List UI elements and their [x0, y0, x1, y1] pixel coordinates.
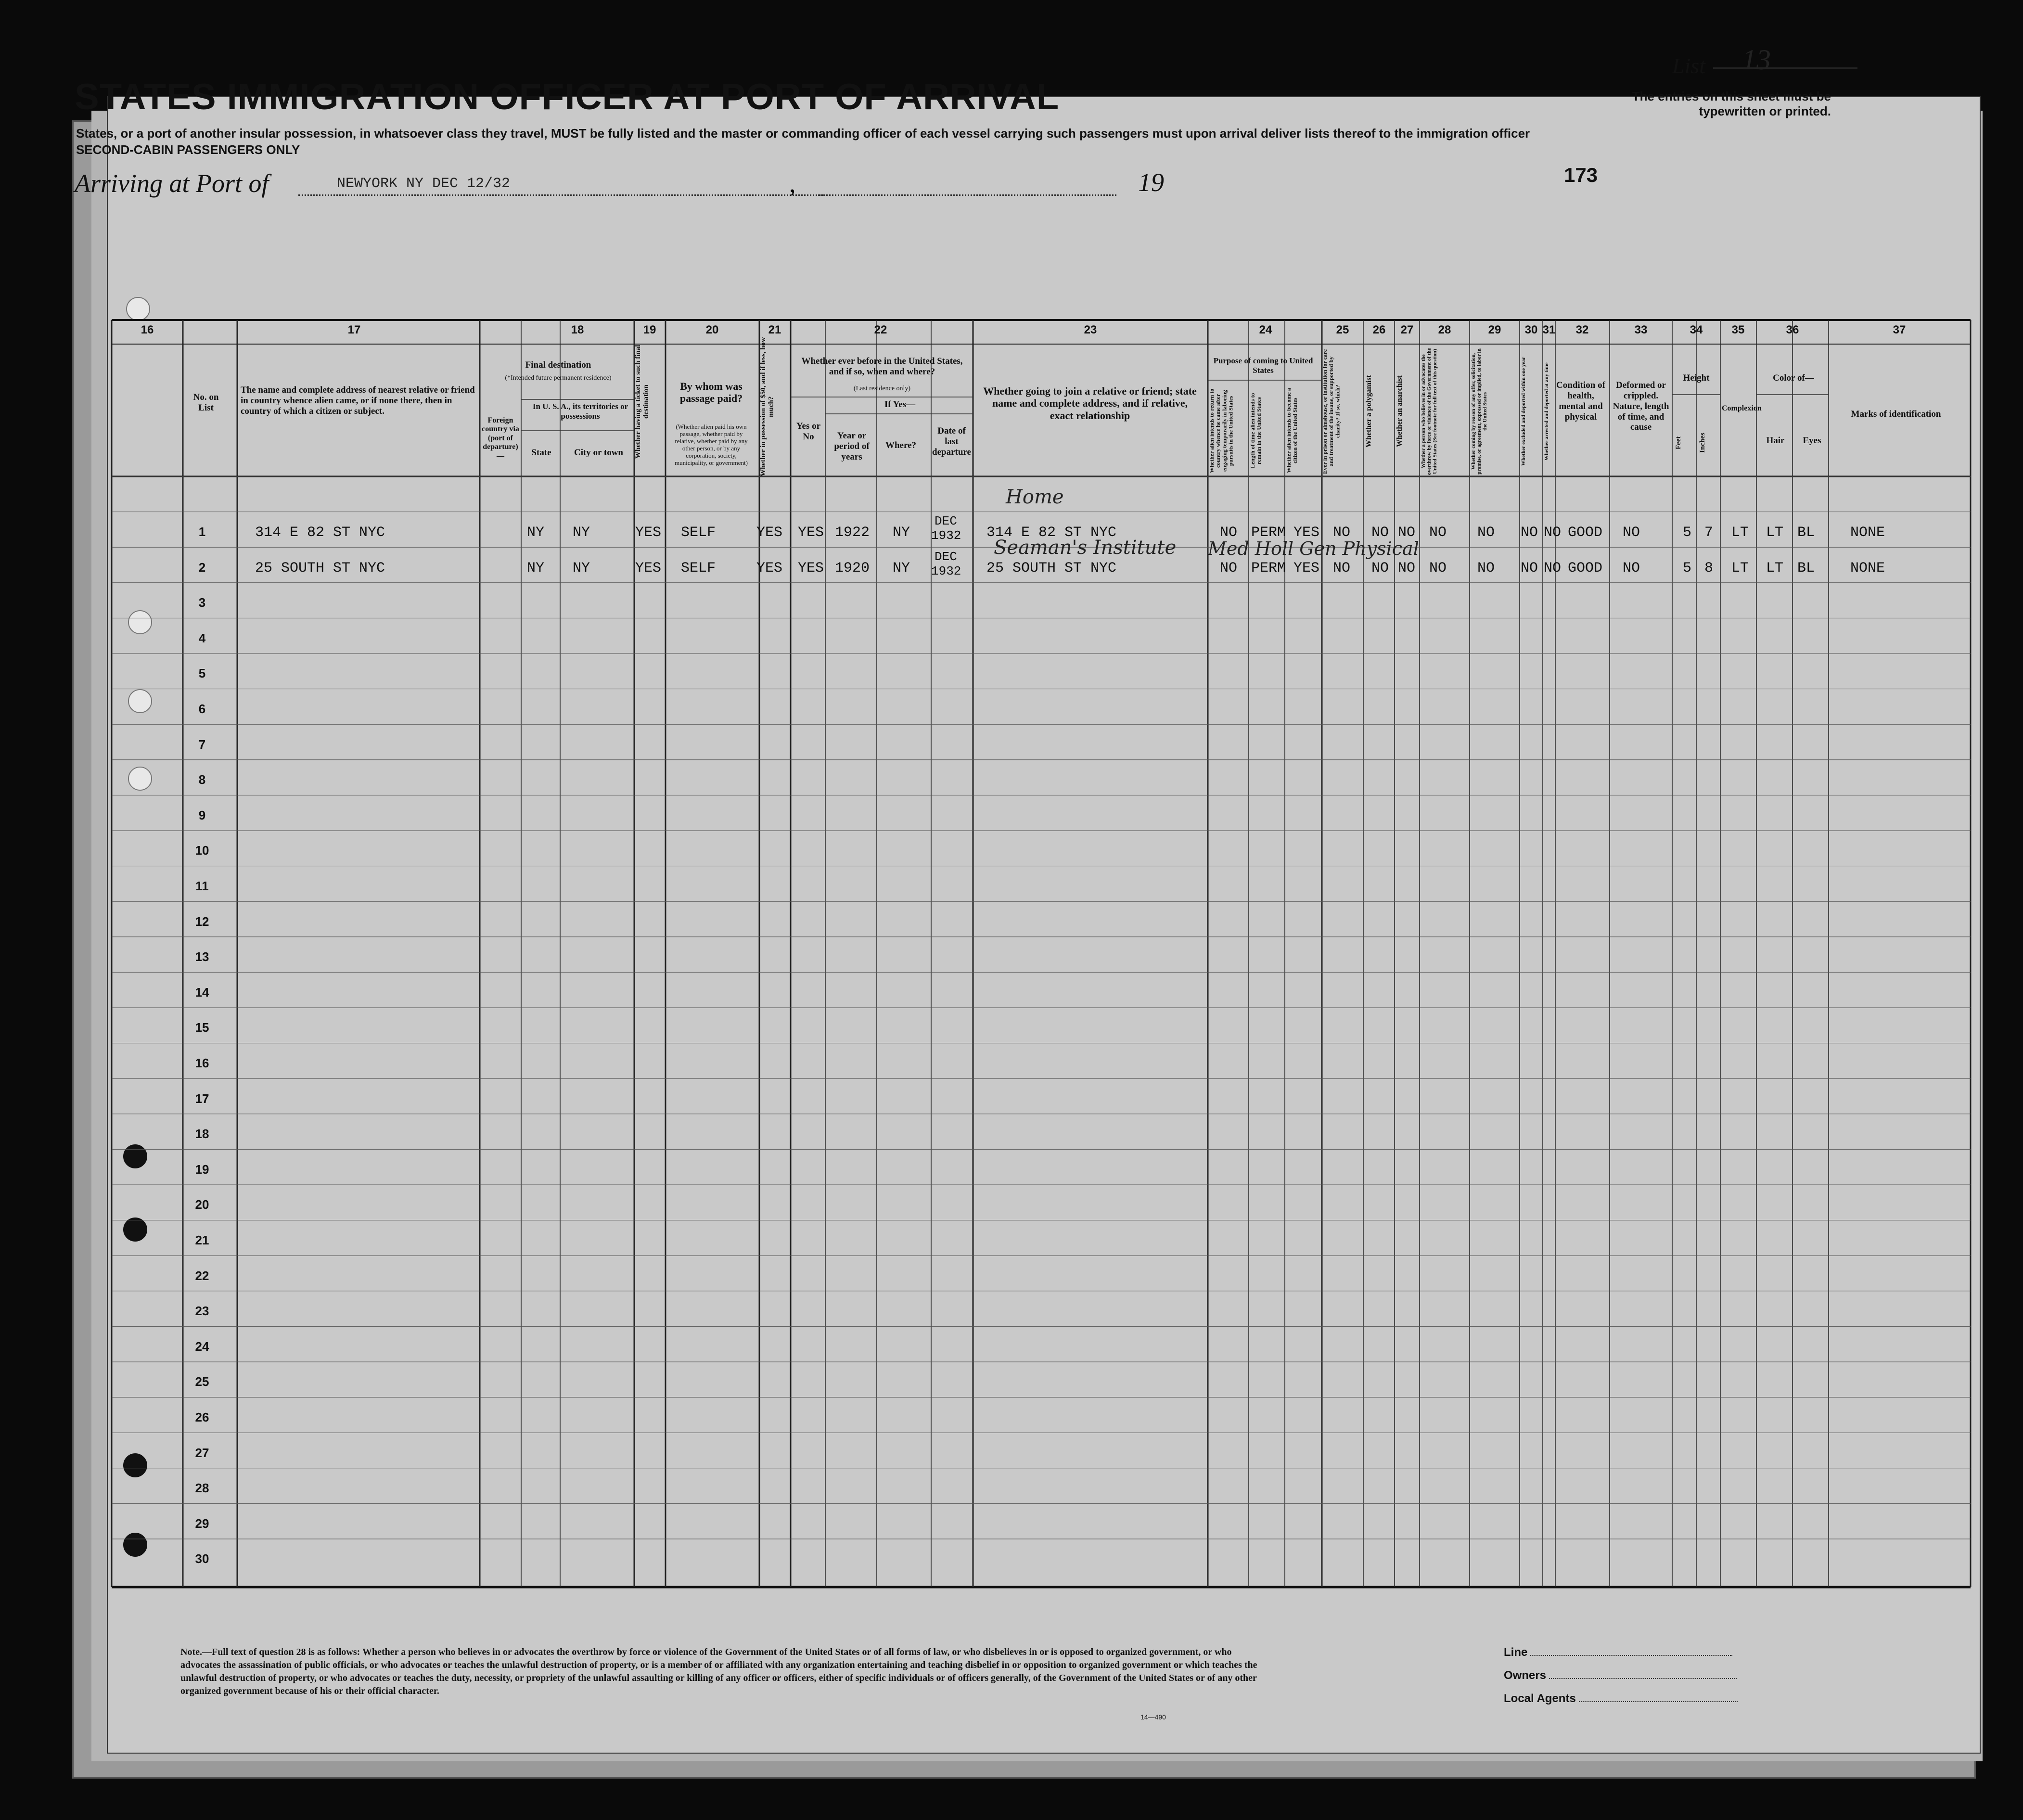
column-number: 19: [643, 323, 656, 336]
row-number: 14: [195, 985, 209, 1000]
row-number: 29: [195, 1516, 209, 1531]
footnote-question-28: Note.—Full text of question 28 is as follows: Whether a person who believes in or advocates the overthrow by force or violence of the Government of the United States or of all forms of law, or who disbelieves in or is opposed to organized government, or who advocates the assassination of public officials, or who advocates or teaches the unlawful destruction of property, or is a member of or affiliated with any organization entertaining and teaching disbelief in or opposition to organized government or which teaches the unlawful destruction of property, or who advocates or teaches the duty, necessity, or propriety of the unlawful assaulting or killing of any officer or officers, either of specific individuals or of officers generally, of the Government of the United States or of any other organized government because of his or their official character.: [180, 1647, 1257, 1696]
header-yes-no: Yes or No: [796, 421, 821, 442]
header-inches: Inches: [1699, 433, 1706, 453]
header-date-departure: Date of last departure: [932, 426, 971, 457]
cell-joining: 25 SOUTH ST NYC: [986, 560, 1117, 577]
handwritten-seamans-institute: Seaman's Institute: [994, 537, 1177, 559]
header-state: State: [531, 448, 551, 458]
row-number: 8: [198, 772, 206, 787]
row-number: 5: [198, 666, 206, 681]
column-number: 23: [1084, 323, 1097, 336]
cell-joining: 314 E 82 ST NYC: [986, 525, 1117, 541]
column-number: 34: [1690, 323, 1703, 336]
cell-where: NY: [893, 560, 910, 577]
cell-deformed: NO: [1623, 560, 1640, 577]
cell-inches: 7: [1704, 525, 1714, 541]
cell-length: PERM: [1251, 525, 1286, 541]
header-if-yes: If Yes—: [884, 399, 916, 410]
list-value: 13: [1713, 43, 1857, 69]
row-number: 16: [195, 1056, 209, 1070]
header-eyes: Eyes: [1803, 436, 1821, 446]
header-overthrow: Whether a person who believes in or advocates the overthrow by force or violence of the Government of the United States (See footnote for full text of this question): [1421, 348, 1438, 475]
cell-offer: NO: [1477, 525, 1495, 541]
comma: ,: [789, 169, 796, 198]
column-number: 33: [1634, 323, 1648, 336]
cell-prison: NO: [1333, 560, 1351, 577]
row-number: 9: [198, 807, 206, 822]
cell-city: NY: [573, 560, 590, 577]
cell-anarchist: NO: [1398, 560, 1416, 577]
row-number: 11: [195, 879, 209, 893]
header-color: Color of—: [1773, 373, 1814, 383]
footer-line-label: Line: [1504, 1646, 1528, 1659]
subtitle: States, or a port of another insular possession, in whatsoever class they travel, MUST be fully listed and the master or commanding officer of each vessel carrying such passengers must upon arrival deliver lists thereof to the immigration officer: [76, 126, 1530, 141]
column-number: 32: [1575, 323, 1589, 336]
cell-prison: NO: [1333, 525, 1351, 541]
row-number: 6: [198, 702, 206, 716]
typewritten-instruction: The entries on this sheet must be typewritten or printed.: [1632, 89, 1831, 118]
cell-marks: NONE: [1850, 525, 1885, 541]
arriving-port-value: NEWYORK NY DEC 12/32: [298, 173, 823, 196]
cell-deformed: NO: [1623, 525, 1640, 541]
header-relative-address: The name and complete address of nearest relative or friend in country whence alien came, or if none there, then in country of which a citizen or subject.: [241, 385, 475, 416]
footer-agents-field: [1504, 1692, 1738, 1705]
header-excluded: Whether excluded and deported within one year: [1521, 357, 1526, 466]
header-prison: Ever in prison or almshouse, or institution for care and treatment of the insane, or supported by charity? If so, which?: [1321, 349, 1341, 474]
year-prefix: 19: [1138, 168, 1164, 197]
cell-citizen: YES: [1293, 560, 1320, 577]
header-joining: Whether going to join a relative or friend; state name and complete address, and if relative, exact relationship: [983, 385, 1197, 422]
header-hair: Hair: [1766, 436, 1785, 446]
row-number: 19: [195, 1162, 209, 1177]
header-been-before: Whether ever before in the United States, and if so, when and where?: [801, 356, 963, 377]
list-label: List: [1672, 53, 1706, 78]
cell-return: NO: [1220, 525, 1238, 541]
cell-polygamist: NO: [1371, 525, 1389, 541]
header-purpose: Purpose of coming to United States: [1213, 356, 1313, 375]
header-year: Year or period of years: [834, 431, 870, 462]
cell-polygamist: NO: [1371, 560, 1389, 577]
row-number: 28: [195, 1481, 209, 1496]
row-number: 13: [195, 949, 209, 964]
cell-money: YES: [756, 560, 783, 577]
cell-overthrow: NO: [1429, 560, 1447, 577]
column-number: 26: [1372, 323, 1386, 336]
cell-state: NY: [527, 560, 545, 577]
header-passage-paid: By whom was passage paid?: [679, 380, 743, 405]
cell-year: 1920: [835, 560, 870, 577]
row-number: 1: [198, 525, 206, 539]
cell-departure-year: 1932: [931, 564, 961, 578]
header-height: Height: [1683, 373, 1710, 383]
cell-ticket: YES: [635, 560, 662, 577]
row-number: 26: [195, 1410, 209, 1424]
page-number: 173: [1564, 164, 1598, 186]
cell-paid-by: SELF: [681, 560, 716, 577]
header-feet: Feet: [1675, 436, 1682, 449]
column-number: 31: [1542, 323, 1556, 336]
header-purpose-citizen: Whether alien intends to become a citizen of the United States: [1285, 388, 1299, 474]
cell-anarchist: NO: [1398, 525, 1416, 541]
arriving-label: Arriving at Port of: [75, 169, 269, 198]
cell-departure-year: 1932: [931, 528, 961, 543]
cell-arrested: NO: [1544, 560, 1562, 577]
header-money: Whether in possession of $50, and if less, how much?: [759, 337, 775, 476]
footer-agents-label: Local Agents: [1504, 1692, 1576, 1705]
row-number: 30: [195, 1551, 209, 1566]
row-number: 25: [195, 1374, 209, 1389]
header-ticket: Whether having a ticket to such final destination: [634, 345, 650, 459]
header-foreign-country: Foreign country via (port of departure)—: [482, 416, 519, 460]
cell-health: GOOD: [1568, 525, 1603, 541]
header-marks: Marks of identification: [1851, 409, 1941, 419]
row-number: 12: [195, 914, 209, 929]
cell-state: NY: [527, 525, 545, 541]
handwritten-medical: Med Holl Gen Physical: [1208, 538, 1419, 559]
cell-hair: LT: [1766, 560, 1784, 577]
cell-been-before: YES: [798, 560, 824, 577]
header-city: City or town: [574, 448, 624, 458]
row-number: 15: [195, 1020, 209, 1035]
column-number: 35: [1731, 323, 1745, 336]
header-polygamist: Whether a polygamist: [1365, 375, 1373, 448]
header-passage-paid-note: (Whether alien paid his own passage, whether paid by relative, whether paid by any other person, or by any corporation, society, municipality, or government): [675, 423, 748, 466]
column-number: 21: [768, 323, 781, 336]
cell-excluded: NO: [1521, 525, 1538, 541]
cell-feet: 5: [1683, 560, 1692, 577]
cell-eyes: BL: [1797, 525, 1815, 541]
cell-departure-month: DEC: [935, 514, 957, 528]
row-number: 21: [195, 1233, 209, 1247]
cell-complexion: LT: [1731, 560, 1749, 577]
cell-city: NY: [573, 525, 590, 541]
header-offer: Whether coming by reason of any offer, solicitation, promise, or agreement, expressed or implied, to labor in the United States: [1471, 348, 1488, 474]
cell-relative-address: 25 SOUTH ST NYC: [255, 560, 385, 577]
column-number: 16: [141, 323, 154, 336]
cell-excluded: NO: [1521, 560, 1538, 577]
header-purpose-return: Whether alien intends to return to country whence he came after engaging temporarily in laboring pursuits in the United States: [1208, 388, 1234, 473]
form-code: 14—490: [1140, 1713, 1166, 1721]
cell-been-before: YES: [798, 525, 824, 541]
column-number: 29: [1488, 323, 1501, 336]
header-no-on-list: No. on List: [193, 392, 219, 413]
row-number: 3: [198, 595, 206, 610]
handwritten-home: Home: [1006, 486, 1064, 508]
cell-length: PERM: [1251, 560, 1286, 577]
column-number: 27: [1400, 323, 1414, 336]
column-number: 25: [1336, 323, 1349, 336]
cell-marks: NONE: [1850, 560, 1885, 577]
header-deformed: Deformed or crippled. Nature, length of time, and cause: [1613, 380, 1669, 433]
cell-inches: 8: [1704, 560, 1714, 577]
cell-health: GOOD: [1568, 560, 1603, 577]
cell-arrested: NO: [1544, 525, 1562, 541]
cell-relative-address: 314 E 82 ST NYC: [255, 525, 385, 541]
header-complexion: Complexion: [1722, 404, 1762, 412]
cell-complexion: LT: [1731, 525, 1749, 541]
cell-offer: NO: [1477, 560, 1495, 577]
header-arrested: Whether arrested and deported at any time: [1544, 362, 1549, 461]
header-where: Where?: [885, 440, 917, 450]
row-number: 7: [198, 737, 206, 752]
column-number: 24: [1259, 323, 1272, 336]
column-number: 36: [1786, 323, 1799, 336]
row-number: 10: [195, 843, 209, 858]
row-number: 23: [195, 1304, 209, 1319]
row-number: 27: [195, 1445, 209, 1460]
cell-hair: LT: [1766, 525, 1784, 541]
header-health: Condition of health, mental and physical: [1556, 380, 1605, 422]
column-number: 17: [347, 323, 361, 336]
footer-line-field: [1504, 1646, 1732, 1659]
cell-year: 1922: [835, 525, 870, 541]
cell-feet: 5: [1683, 525, 1692, 541]
cell-eyes: BL: [1797, 560, 1815, 577]
row-number: 4: [198, 630, 206, 645]
cell-return: NO: [1220, 560, 1238, 577]
header-purpose-length: Length of time alien intends to remain in the United States: [1249, 393, 1263, 469]
column-number: 28: [1438, 323, 1451, 336]
cell-money: YES: [756, 525, 783, 541]
column-number: 37: [1893, 323, 1906, 336]
column-number: 20: [705, 323, 719, 336]
column-number: 30: [1524, 323, 1538, 336]
cell-where: NY: [893, 525, 910, 541]
cell-overthrow: NO: [1429, 525, 1447, 541]
row-number: 20: [195, 1197, 209, 1212]
header-been-before-note: (Last residence only): [853, 385, 911, 392]
passenger-class: SECOND-CABIN PASSENGERS ONLY: [76, 142, 300, 157]
header-usa: In U. S. A., its territories or possessions: [532, 402, 628, 421]
cell-paid-by: SELF: [681, 525, 716, 541]
row-number: 17: [195, 1091, 209, 1106]
footer-owners-field: [1504, 1669, 1737, 1682]
row-number: 22: [195, 1268, 209, 1283]
header-anarchist: Whether an anarchist: [1396, 375, 1404, 448]
row-number: 18: [195, 1127, 209, 1141]
cell-ticket: YES: [635, 525, 662, 541]
cell-departure-month: DEC: [935, 549, 957, 564]
header-final-destination-note: (*Intended future permanent residence): [505, 374, 612, 382]
row-number: 2: [198, 560, 206, 575]
header-final-destination: Final destination: [525, 360, 591, 370]
column-number: 18: [571, 323, 584, 336]
cell-citizen: YES: [1293, 525, 1320, 541]
column-number: 22: [874, 323, 887, 336]
page-title: STATES IMMIGRATION OFFICER AT PORT OF ARRIVAL: [75, 77, 1060, 117]
row-number: 24: [195, 1339, 209, 1354]
footer-owners-label: Owners: [1504, 1669, 1547, 1682]
